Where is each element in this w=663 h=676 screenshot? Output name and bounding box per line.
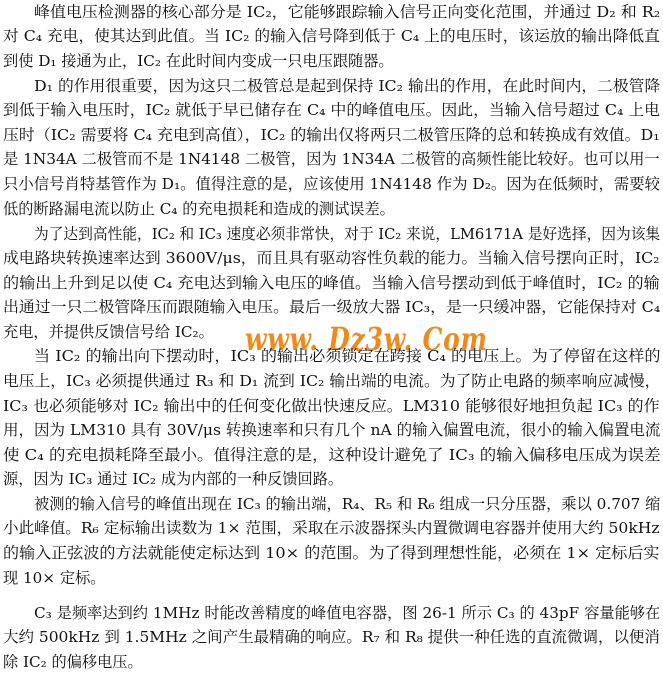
paragraph-4-line-6: 源，因为 IC₃ 通过 IC₂ 成为内部的一种反馈回路。: [3, 470, 344, 488]
paragraph-5-line-1: 被测的输入信号的峰值出现在 IC₃ 的输出端，R₄、R₅ 和 R₆ 组成一只分压器，乘以 0.707 缩: [34, 495, 661, 513]
paragraph-5-line-2: 小此峰值。R₆ 定标输出读数为 1× 范围，采取在示波器探头内置微调电容器并使用大约 50kHz: [3, 519, 660, 537]
paragraph-5-line-4: 现 10× 定标。: [3, 569, 106, 587]
paragraph-3-line-3: 的输出上升到足以使 C₄ 充电达到输入电压的峰值。当输入信号摆动到低于峰值时，IC₂ 的输: [3, 274, 660, 292]
paragraph-1-line-1: 峰值电压检测器的核心部分是 IC₂，它能够跟踪输入信号正向变化范围，并通过 D₂ 和 R₂: [34, 3, 661, 21]
paragraph-3-line-5: 充电，并提供反馈信号给 IC₂。: [3, 323, 214, 341]
paragraph-3-line-1: 为了达到高性能，IC₂ 和 IC₃ 速度必须非常快，对于 IC₂ 来说，LM6171A 是好选择，因为该集: [34, 225, 661, 243]
paragraph-5-line-3: 的输入正弦波的方法就能使定标达到 10× 的范围。为了得到理想性能，必须在 1× 定标后实: [3, 544, 660, 562]
paragraph-6-line-1: C₃ 是频率达到约 1MHz 时能改善精度的峰值电容器，图 26-1 所示 C₃ 的 43pF 容量能够在: [34, 604, 661, 622]
paragraph-6-line-2: 大约 500kHz 到 1.5MHz 之间产生最精确的响应。R₇ 和 R₈ 提供一种任选的直流微调，以便消: [3, 628, 660, 646]
paragraph-6-line-3: 除 IC₂ 的偏移电压。: [3, 653, 143, 671]
paragraph-4-line-1: 当 IC₂ 的输出向下摆动时，IC₃ 的输出必须锁定在跨接 C₄ 的电压上。为了停留在这样的: [34, 347, 661, 365]
watermark: www. Dz3w. Com: [245, 320, 488, 358]
paragraph-1-line-2: 对 C₄ 充电，使其达到此值。当 IC₂ 的输入信号降到低于 C₄ 上的电压时，该运放的输出降低直: [3, 27, 660, 45]
paragraph-2-line-6: 低的断路漏电流以防止 C₄ 的充电损耗和造成的测试误差。: [3, 200, 395, 218]
paragraph-4-line-5: 使 C₄ 的充电损耗降至最小。值得注意的是，这种设计避免了 IC₃ 的输入偏移电压成为误差: [3, 446, 661, 464]
paragraph-1-line-3: 到使 D₁ 接通为止，IC₂ 在此时间内变成一只电压跟随器。: [3, 52, 394, 70]
paragraph-2-line-3: 压时（IC₂ 需要将 C₄ 充电到高值），IC₂ 的输出仅将两只二极管压降的总和转换成有效值。D₁: [3, 126, 660, 144]
paragraph-3-line-2: 成电路块转换速率达到 3600V/μs，而且具有驱动容性负载的能力。当输入信号摆向正时，IC₂: [3, 249, 660, 267]
paragraph-4-line-3: IC₃ 也必须能够对 IC₂ 输出中的任何变化做出快速反应。LM310 能够很好地担负起 IC₃ 的作: [3, 397, 660, 415]
paragraph-3-line-4: 出通过一只二极管降压而跟随输入电压。最后一级放大器 IC₃，是一只缓冲器，它能保持对 C₄: [3, 298, 661, 316]
paragraph-2-line-1: D₁ 的作用很重要，因为这只二极管总是起到保持 IC₂ 输出的作用，在此时间内，二极管降: [34, 77, 661, 95]
paragraph-2-line-5: 只小信号肖特基管作为 D₁。值得注意的是，应该使用 1N4148 作为 D₂。因为在低频时，需要较: [3, 175, 661, 193]
paragraph-4-line-4: 用，因为 LM310 具有 30V/μs 转换速率和只有几个 nA 的输入偏置电流，很小的输入偏置电流: [3, 421, 661, 439]
paragraph-2-line-2: 到低于输入电压时，IC₂ 就低于早已储存在 C₄ 中的峰值电压。因此，当输入信号超过 C₄ 上电: [3, 101, 661, 119]
paragraph-4-line-2: 电压上，IC₃ 必须提供通过 R₃ 和 D₁ 流到 IC₂ 输出端的电流。为了防止电路的频率响应减慢，: [3, 372, 661, 390]
paragraph-2-line-4: 是 1N34A 二极管而不是 1N4148 二极管，因为 1N34A 二极管的高频性能比较好。也可以用一: [3, 150, 660, 168]
